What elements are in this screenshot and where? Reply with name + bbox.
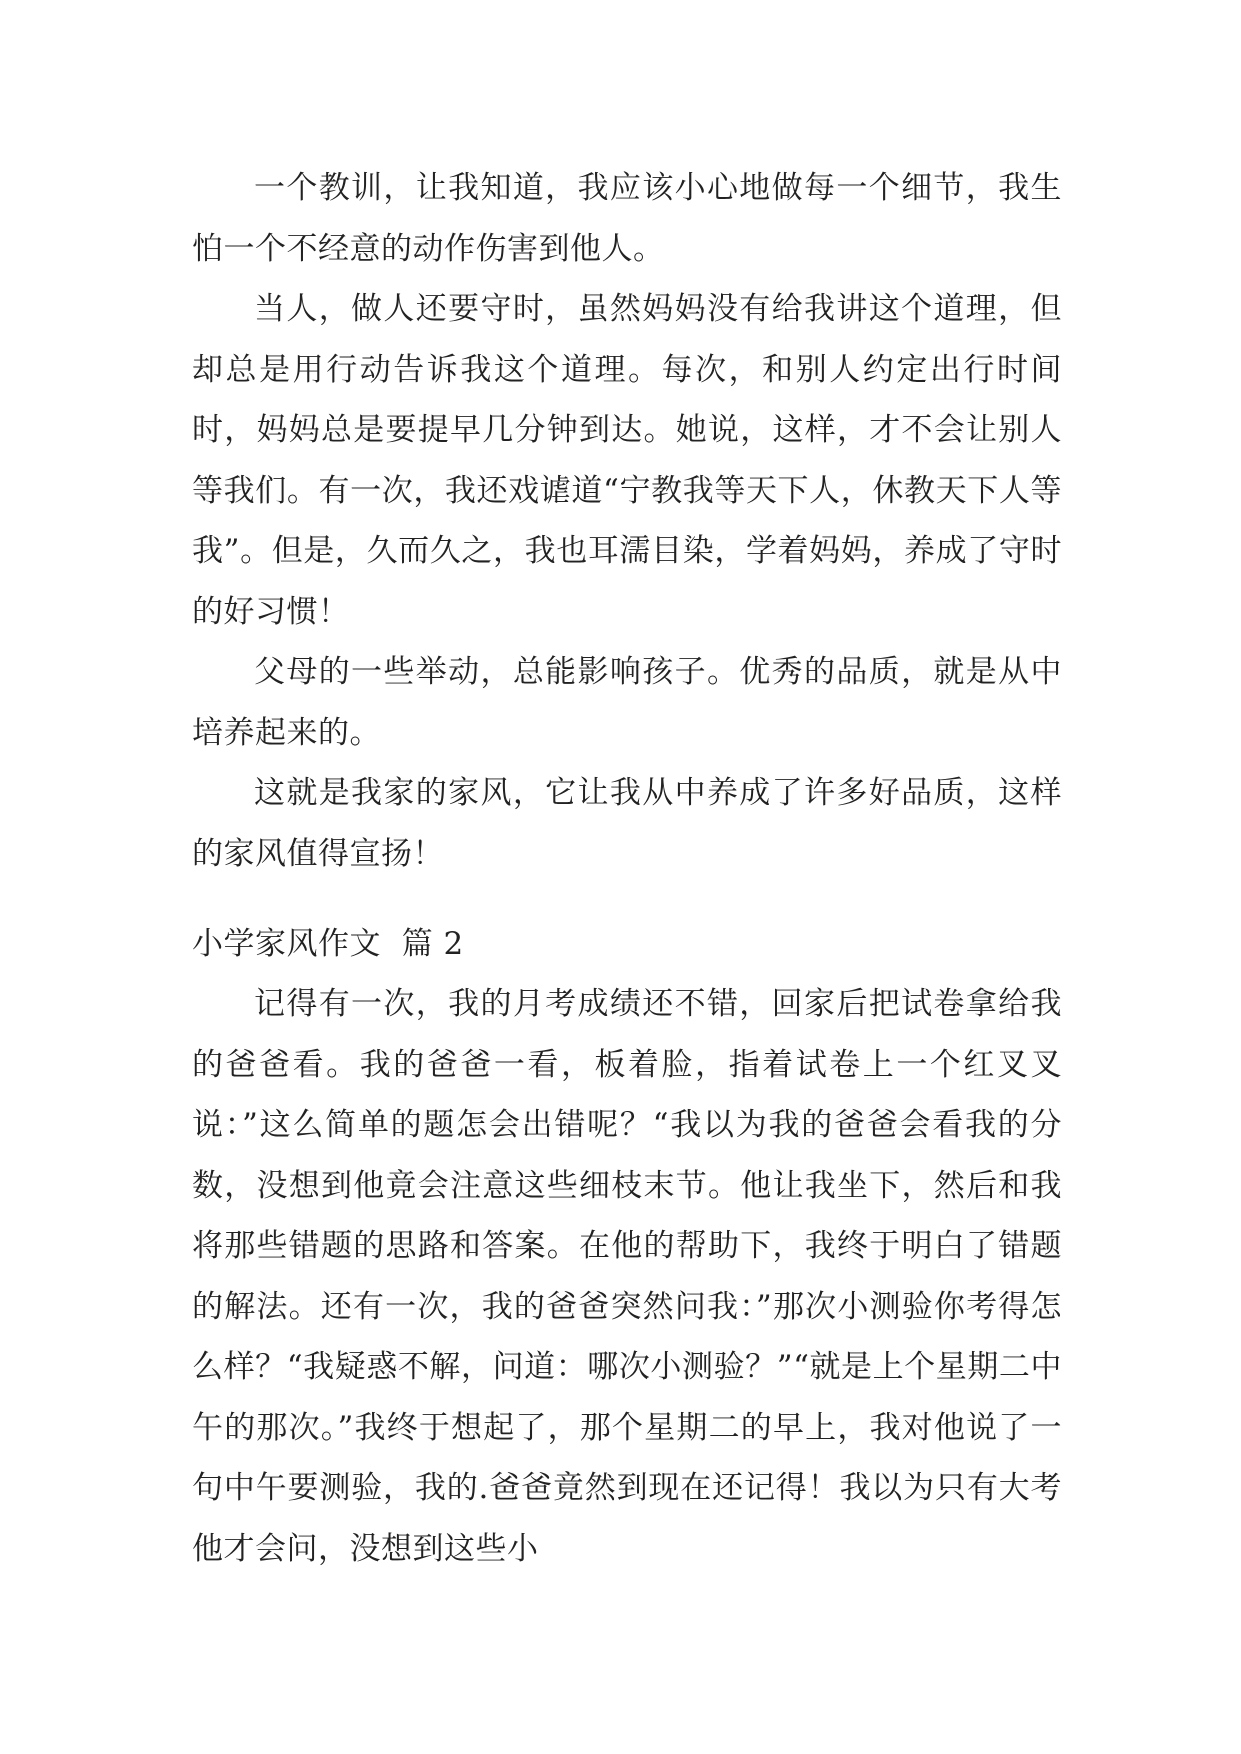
- paragraph: 一个教训，让我知道，我应该小心地做每一个细节，我生怕一个不经意的动作伤害到他人。: [192, 170, 1062, 267]
- paragraph: 记得有一次，我的月考成绩还不错，回家后把试卷拿给我的爸爸看。我的爸爸一看，板着脸，指着试卷上一个红叉叉说：”这么简单的题怎会出错呢？“我以为我的爸爸会看我的分数，没想到他竟会注意这些细枝末节。他让我坐下，然后和我将那些错题的思路和答案。在他的帮助下，我终于明白了错题的解法。还有一次，我的爸爸突然问我：”那次小测验你考得怎么样？“我疑惑不解，问道：哪次小测验？”“就是上个星期二中午的那次。”我终于想起了，那个星期二的早上，我对他说了一句中午要测验，我的.爸爸竟然到现在还记得！我以为只有大考他才会问，没想到这些小: [192, 986, 1062, 1567]
- essay-part-1: [192, 158, 1062, 884]
- paragraph: 这就是我家的家风，它让我从中养成了许多好品质，这样的家风值得宣扬！: [192, 775, 1062, 872]
- paragraph: 父母的一些举动，总能影响孩子。优秀的品质，就是从中培养起来的。: [192, 654, 1062, 751]
- essay-part-2: [192, 974, 1062, 1579]
- section-title: 小学家风作文 篇 2: [192, 926, 464, 962]
- paragraph: 当人，做人还要守时，虽然妈妈没有给我讲这个道理，但却总是用行动告诉我这个道理。每次，和别人约定出行时间时，妈妈总是要提早几分钟到达。她说，这样，才不会让别人等我们。有一次，我还戏谑道“宁教我等天下人，休教天下人等我”。但是，久而久之，我也耳濡目染，学着妈妈，养成了守时的好习惯！: [192, 291, 1062, 630]
